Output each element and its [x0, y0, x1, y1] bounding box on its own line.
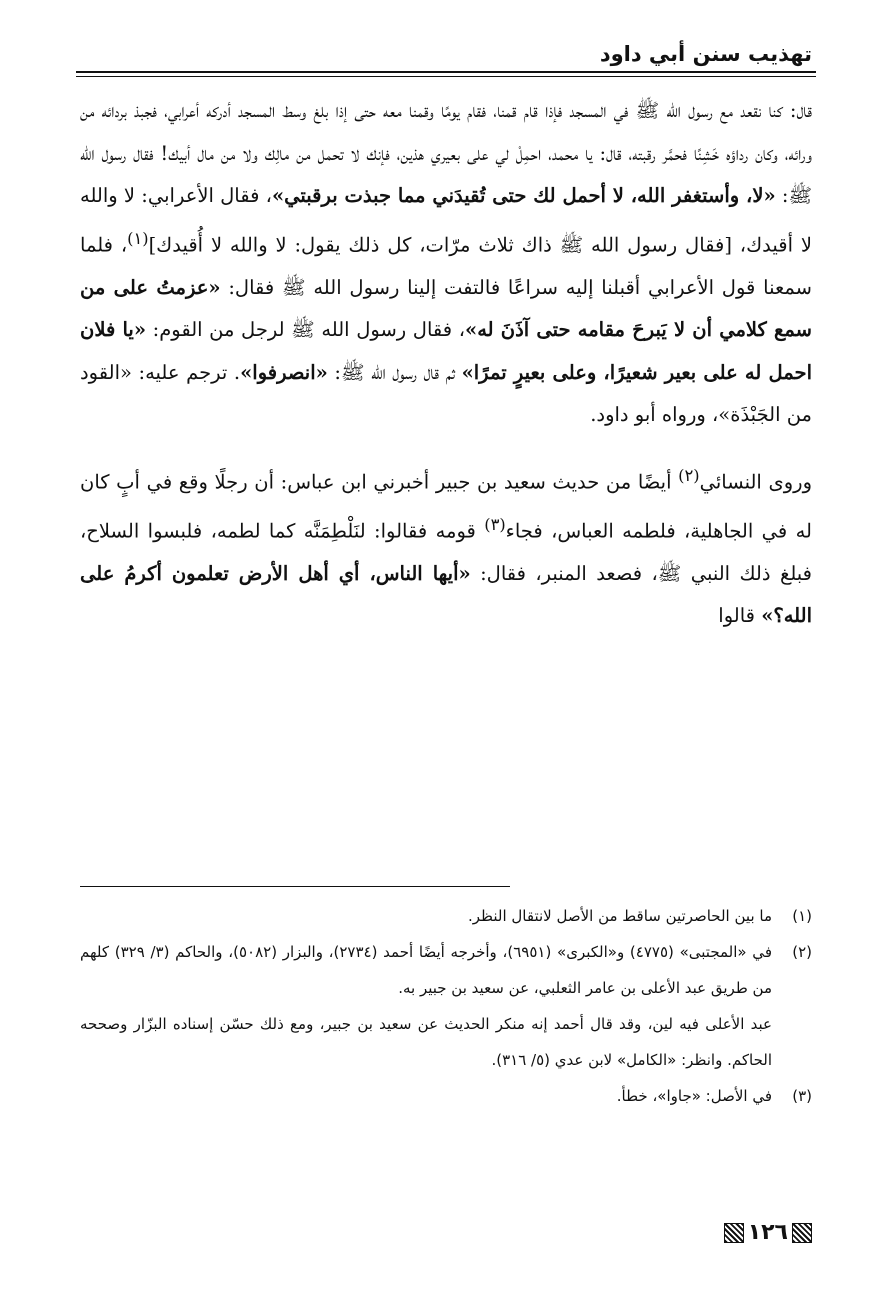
footnote-ref-1: (١) — [127, 228, 149, 248]
footnotes — [80, 898, 812, 1114]
header-rule-thin — [76, 76, 816, 77]
paragraph-1-text-1: قال: كنا نقعد مع رسول الله ﷺ في المسجد فإذا قام قمنا، فقام يومًا وقمنا معه حتى إذا بلغ وسط المسجد أدركه أعرابي، فجبذ بردائه من ورائه، وكان رداؤه خَشِنًا فحمَّر رقبته، قال: يا محمد، احمِلْ لي على بعيري هذين، فإنك لا تحمل من مالِك ولا من مال أبيك! فقال رسول الله ﷺ: — [80, 99, 813, 207]
footnote-number: (٢) — [792, 943, 812, 961]
paragraph-1-text-6: . ترجم عليه: «القود من الجَبْذَة»، ورواه أبو داود. — [80, 360, 812, 426]
paragraph-2-text-1: وروى النسائي — [699, 470, 812, 493]
running-title: تهذيب سنن أبي داود — [599, 42, 812, 66]
footnote-number: (١) — [792, 907, 812, 925]
footnote-1 — [80, 898, 812, 934]
paragraph-2 — [80, 455, 812, 638]
paragraph-2-text-4: قالوا — [718, 604, 762, 627]
prophet-quote-4: «انصرفوا» — [240, 360, 328, 384]
prophet-quote-2: «عزمتُ على من سمع كلامي أن لا يَبرحَ مقامه حتى آذَنَ له» — [80, 275, 812, 341]
paragraph-1-text-4: ، فقال رسول الله ﷺ لرجل من القوم: — [146, 318, 465, 341]
prophet-quote-1: «لا، وأستغفر الله، لا أحمل لك حتى تُقيدَني مما جبذت برقبتي» — [271, 184, 776, 207]
footnote-text: ما بين الحاصرتين ساقط من الأصل لانتقال النظر. — [468, 907, 772, 925]
paragraph-1-text-3: ، فلما سمعنا قول الأعرابي أقبلنا إليه سراعًا فالتفت إلينا رسول الله ﷺ فقال: — [80, 233, 812, 299]
page-footer — [724, 1220, 812, 1246]
footnote-separator — [80, 886, 510, 887]
prophet-quote-5: «أيها الناس، أي أهل الأرض تعلمون أكرمُ على الله؟» — [80, 561, 812, 627]
footnote-text: في الأصل: «جاوا»، خطأ. — [616, 1087, 772, 1105]
footnote-text: في «المجتبى» (٤٧٧٥) و«الكبرى» (٦٩٥١)، وأخرجه أيضًا أحمد (٢٧٣٤)، والبزار (٥٠٨٢)، والحاكم (٣/ ٣٢٩) كلهم من طريق عبد الأعلى بن عامر الثعلبي، عن سعيد بن جبير به. — [80, 943, 772, 997]
footnote-2-continuation — [80, 1006, 812, 1078]
page-number: ١٢٦ — [747, 1220, 788, 1245]
prophet-quote-3: «يا فلان احمل له على بعير شعيرًا، وعلى بعيرٍ تمرًا» — [80, 318, 812, 384]
footnote-ref-2: (٢) — [678, 465, 700, 485]
footnote-2 — [80, 934, 812, 1006]
footnote-text: عبد الأعلى فيه لين، وقد قال أحمد إنه منكر الحديث عن سعيد بن جبير، ومع ذلك حسّن إسناده البزّار وصححه الحاكم. وانظر: «الكامل» لابن عدي (٥/ ٣١٦). — [80, 1015, 772, 1069]
footnote-ref-3: (٣) — [484, 514, 506, 534]
paragraph-2-text-2: أيضًا من حديث سعيد بن جبير أخبرني ابن عباس: أن رجلًا وقع في أبٍ كان له في الجاهلية، فلطمه العباس، فجاء — [80, 470, 813, 542]
header-rule — [76, 71, 816, 73]
paragraph-1-text-2: ، فقال الأعرابي: لا والله لا أقيدك، [فقال رسول الله ﷺ ذاك ثلاث مرّات، كل ذلك يقول: لا والله لا أُقيدك] — [80, 184, 812, 256]
paragraph-1-text-5: ثم قال رسول الله ﷺ: — [327, 360, 462, 384]
main-text — [80, 90, 812, 638]
footnote-number: (٣) — [792, 1087, 812, 1105]
ornament-icon — [792, 1223, 812, 1243]
paragraph-1 — [80, 90, 812, 437]
paragraph-2-text-3: قومه فقالوا: لنَلْطِمَنَّه كما لطمه، فلبسوا السلاح، فبلغ ذلك النبي ﷺ، فصعد المنبر، فقال: — [80, 519, 812, 585]
ornament-icon — [724, 1223, 744, 1243]
footnote-3 — [80, 1078, 812, 1114]
